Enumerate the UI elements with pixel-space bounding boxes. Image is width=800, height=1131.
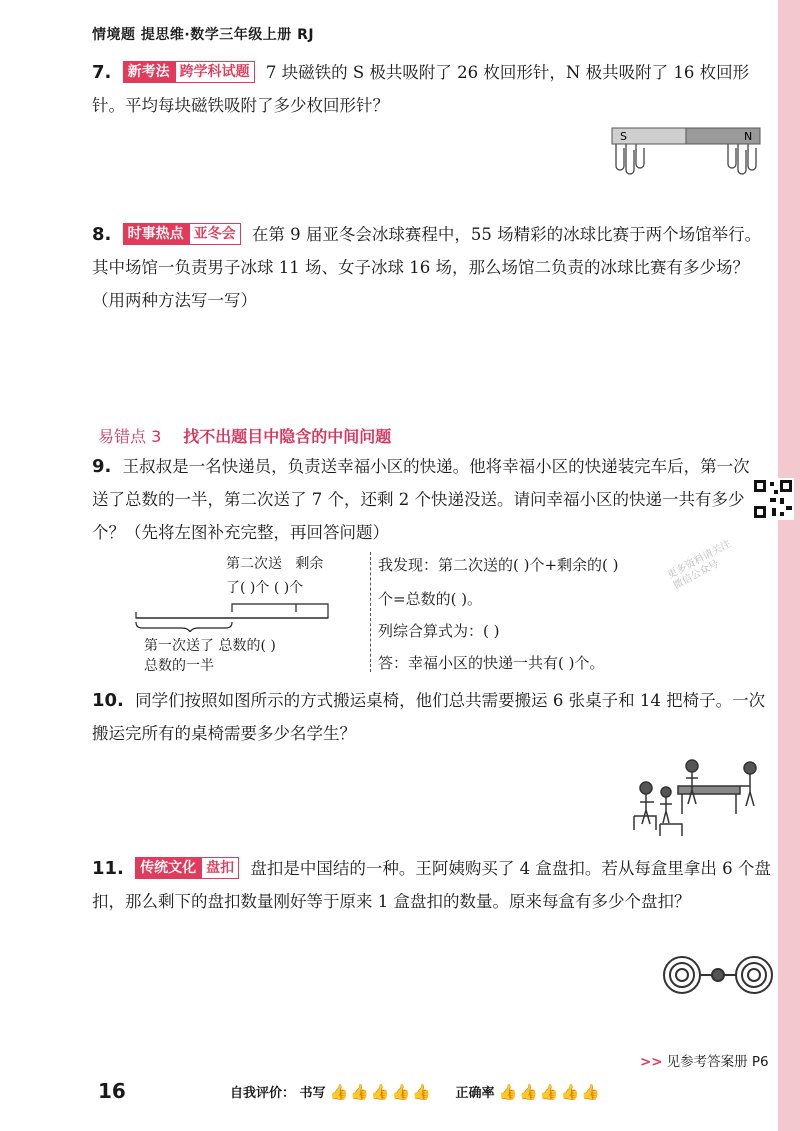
question-number: 11.	[92, 858, 124, 879]
question-number: 7.	[92, 62, 112, 83]
question-11	[92, 852, 772, 918]
writing-label: 书写	[299, 1086, 326, 1101]
diagram-label-remain: 剩余	[295, 556, 324, 572]
section-heading	[98, 424, 391, 447]
question-text: 在第 9 届亚冬会冰球赛程中，55 场精彩的冰球比赛于两个场馆举行。其中场馆一负责男子冰球 11 场、女子冰球 16 场，那么场馆二负责的冰球比赛有多少场？（用两种方法写一写）	[92, 225, 762, 310]
answer-reference: >> 见参考答案册 P6	[640, 1054, 769, 1070]
qr-code	[752, 478, 794, 520]
self-evaluation	[230, 1082, 620, 1101]
diagram-label-half: 总数的一半	[144, 658, 214, 674]
answer-line-1: 我发现：第二次送的( )个+剩余的( )	[378, 556, 619, 574]
tag-cross-subject: 跨学科试题	[175, 61, 255, 83]
self-eval-label: 自我评价：	[230, 1086, 296, 1101]
page-header: 情境题 提思维·数学三年级上册 RJ	[92, 27, 315, 43]
magnet-illustration	[606, 120, 766, 180]
question-8	[92, 218, 772, 317]
watermark: 更多资料请关注微信公众号	[665, 538, 733, 592]
tag-traditional-culture: 传统文化	[135, 857, 201, 879]
question-text: 7 块磁铁的 S 极共吸附了 26 枚回形针，N 极共吸附了 16 枚回形针。平均每块磁铁吸附了多少枚回形针？	[92, 63, 750, 115]
accuracy-rating[interactable]: 👍👍👍👍👍	[498, 1083, 602, 1101]
magnet-n-label: N	[744, 130, 753, 143]
question-text: 同学们按照如图所示的方式搬运桌椅，他们总共需要搬运 6 张桌子和 14 把椅子。一次搬运完所有的桌椅需要多少名学生？	[92, 691, 766, 743]
tag-pankou: 盘扣	[201, 857, 239, 879]
page-number: 16	[98, 1079, 126, 1103]
students-carrying-furniture-illustration	[626, 754, 774, 842]
question-9	[92, 450, 752, 549]
diagram-label-first: 第一次送了 总数的( )	[144, 638, 276, 654]
answer-line-2: 个=总数的( )。	[378, 590, 483, 608]
question-number: 10.	[92, 690, 124, 711]
tag-asian-winter-games: 亚冬会	[189, 223, 241, 245]
section-label: 易错点 3	[98, 427, 162, 446]
segment-lines	[132, 598, 362, 632]
question-number: 9.	[92, 456, 112, 477]
page-edge	[778, 0, 800, 1131]
section-title: 找不出题目中隐含的中间问题	[183, 427, 392, 446]
divider	[370, 552, 371, 672]
answer-reference-text: 见参考答案册 P6	[666, 1054, 769, 1070]
tag-new-method: 新考法	[123, 61, 175, 83]
question-number: 8.	[92, 224, 112, 245]
question-text: 王叔叔是一名快递员，负责送幸福小区的快递。他将幸福小区的快递装完车后，第一次送了总数的一半，第二次送了 7 个，还剩 2 个快递没送。请问幸福小区的快递一共有多少个？（先将左图补充完整，再回答问题）	[92, 457, 750, 542]
writing-rating[interactable]: 👍👍👍👍👍	[329, 1083, 433, 1101]
answer-line-3: 列综合算式为：( )	[378, 622, 500, 640]
question-text: 盘扣是中国结的一种。王阿姨购买了 4 盒盘扣。若从每盒里拿出 6 个盘扣，那么剩下的盘扣数量刚好等于原来 1 盒盘扣的数量。原来每盒有多少个盘扣？	[92, 859, 771, 911]
answer-line-4: 答：幸福小区的快递一共有( )个。	[378, 654, 605, 672]
tag-current-affairs: 时事热点	[123, 223, 189, 245]
diagram-blanks-top: 了( )个 ( )个	[226, 580, 304, 596]
question-10	[92, 684, 772, 750]
accuracy-label: 正确率	[455, 1086, 495, 1101]
pankou-knot-illustration	[660, 952, 776, 998]
question-7	[92, 56, 772, 122]
magnet-s-label: S	[620, 130, 627, 143]
diagram-label-second: 第二次送	[226, 556, 282, 572]
